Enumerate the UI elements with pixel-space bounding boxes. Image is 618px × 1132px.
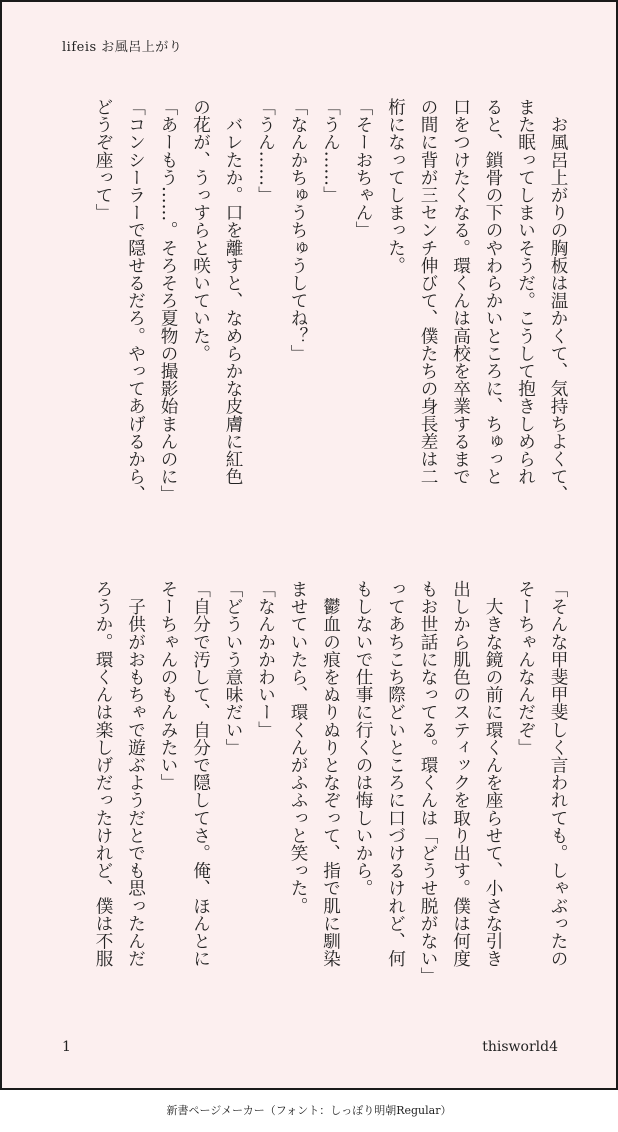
text-line: 「あーもう……。そろそろ夏物の撮影始まんのに」 <box>158 98 178 503</box>
text-line: 鬱血の痕をぬりぬりとなぞって、指で肌に馴染 <box>320 580 341 968</box>
text-line: 「コンシーラーで隠せるだろ。やってあげるから、 <box>125 98 146 503</box>
text-line: そーちゃんなんだぞ」 <box>515 580 536 756</box>
text-line: また眠ってしまいそうだ。こうして抱きしめられ <box>515 98 536 486</box>
text-line: ろうか。環くんは楽しげだったけれど、僕は不服 <box>93 580 113 968</box>
author-name: thisworld4 <box>482 1039 558 1055</box>
text-line: 出しから肌色のスティックを取り出す。僕は何度 <box>450 580 471 968</box>
text-line: の間に背が三センチ伸びて、僕たちの身長差は二 <box>418 98 438 486</box>
generator-credit: 新書ページメーカー（フォント：しっぽり明朝Regular） <box>166 1104 452 1117</box>
text-line: 大きな鏡の前に環くんを座らせて、小さな引き <box>483 580 503 968</box>
text-line: 「どういう意味だい」 <box>223 580 243 756</box>
text-line: もお世話になってる。環くんは「どうせ脱がない」 <box>418 580 438 985</box>
text-line: 「そーおちゃん」 <box>353 98 373 239</box>
text-line: 「うん……」 <box>320 98 341 204</box>
text-line: 桁になってしまった。 <box>385 98 406 274</box>
text-line: 子供がおもちゃで遊ぶようだとでも思ったんだ <box>125 580 146 968</box>
text-line: お風呂上がりの胸板は温かくて、気持ちよくて、 <box>548 98 568 503</box>
text-line: 「なんかちゅうちゅうしてね？」 <box>288 98 308 362</box>
text-line: 「そんな甲斐甲斐しく言われても。しゃぶったの <box>548 580 568 968</box>
text-block-bottom <box>74 580 574 1020</box>
page-header-title: lifeis お風呂上がり <box>62 40 183 55</box>
text-line: ると、鎖骨の下のやわらかいところに、ちゅっと <box>483 98 503 486</box>
text-line: 「自分で汚して、自分で隠してさ。俺、ほんとに <box>190 580 211 968</box>
page-number: 1 <box>62 1039 71 1055</box>
text-line: 「なんかかわいー」 <box>255 580 276 739</box>
text-line: そーちゃんのもんみたい」 <box>158 580 178 792</box>
text-line: バレたか。口を離すと、なめらかな皮膚に紅色 <box>223 98 243 486</box>
text-block-top <box>74 98 574 538</box>
text-line: どうぞ座って」 <box>93 98 113 222</box>
text-line: 口をつけたくなる。環くんは高校を卒業するまで <box>450 98 471 486</box>
text-line: ませていたら、環くんがふふっと笑った。 <box>288 580 308 915</box>
text-line: の花が、うっすらと咲いていた。 <box>190 98 211 362</box>
text-line: ってあちこち際どいところに口づけるけれど、何 <box>385 580 406 968</box>
text-line: 「うん……」 <box>255 98 276 204</box>
text-line: もしないで仕事に行くのは悔しいから。 <box>353 580 373 897</box>
